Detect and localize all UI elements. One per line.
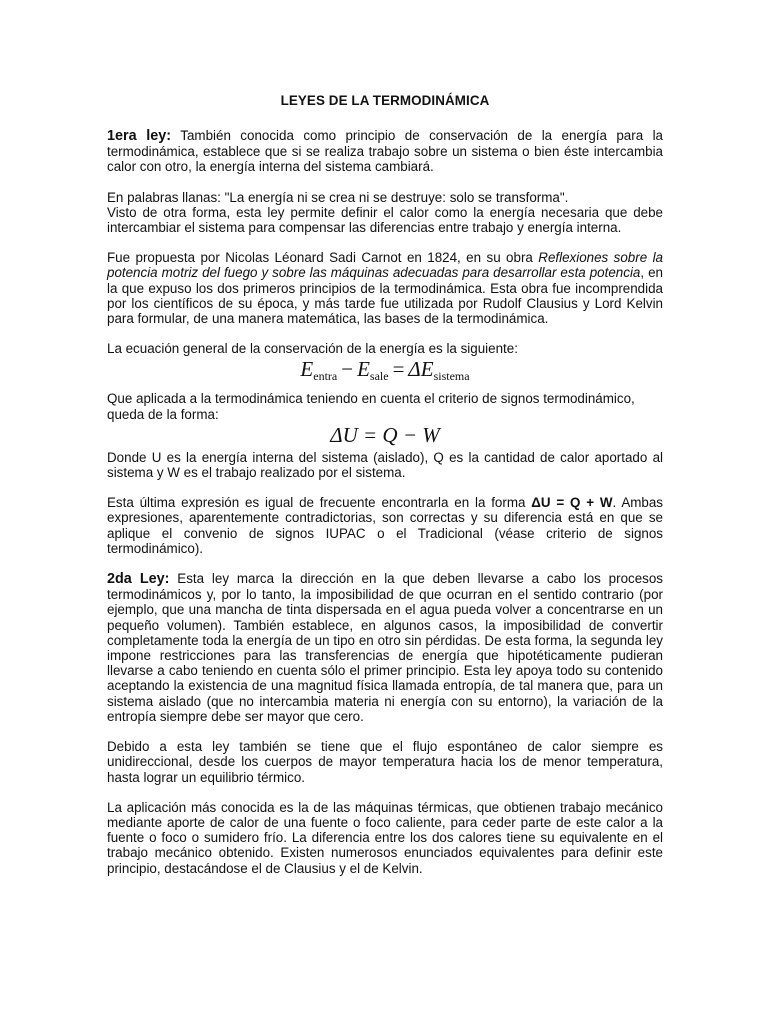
eq1-minus: − [341, 357, 354, 382]
carnot-text-1: Fue propuesta por Nicolas Léonard Sadi Carnot en 1824, en su obra [107, 250, 539, 266]
first-law-equation [107, 424, 663, 446]
paragraph-last-expression [107, 495, 663, 556]
eq1-equals: = [392, 357, 405, 382]
paragraph-first-law [107, 128, 663, 175]
second-law-label: 2da Ley: [107, 571, 170, 588]
paragraph-where-u: Donde U es la energía interna del sistema (aislado), Q es la cantidad de calor aportado al sistema y W es el trabajo realizado por el sistema. [107, 449, 663, 481]
carnot-text-2: , en la que expuso los dos primeros principios de la termodinámica. Esta obra fue incomprendida por los científicos de su época, y más tarde fue utilizada por Rudolf Clausius y Lord Kelvin para formular, de una manera matemática, las bases de la termodinámica. [107, 265, 663, 327]
paragraph-general-equation: La ecuación general de la conservación de la energía es la siguiente: [107, 341, 518, 357]
eq1-sub-sistema: sistema [433, 369, 470, 384]
last-expression-text-2: . Ambas expresiones, aparentemente contradictorias, son correctas y su diferencia está en que se aplique el convenio de signos IUPAC o el Tradicional (véase criterio de signos termodinámico). [107, 495, 663, 556]
eq1-term-e-sale: E [357, 357, 370, 382]
paragraph-heat-flow: Debido a esta ley también se tiene que el flujo espontáneo de calor siempre es unidireccional, desde los cuerpos de mayor temperatura hacia los de menor temperatura, hasta lograr un equilibrio térmico. [107, 739, 663, 785]
first-law-label: 1era ley: [107, 128, 172, 144]
last-expression-text-1: Esta última expresión es igual de frecuente encontrarla en la forma [107, 495, 532, 511]
carnot-work-title: Reflexiones sobre la potencia motriz del fuego y sobre las máquinas adecuadas para desarrollar esta potencia [107, 250, 664, 281]
eq1-sub-sale: sale [369, 369, 389, 384]
eq1-sub-entra: entra [313, 369, 338, 384]
alt-equation-bold: ΔU = Q + W [531, 495, 613, 511]
document-title: LEYES DE LA TERMODINÁMICA [280, 93, 490, 108]
paragraph-plain-words: En palabras llanas: "La energía ni se crea ni se destruye: solo se transforma". [107, 189, 569, 205]
eq2-text: ΔU = Q − W [330, 422, 440, 447]
paragraph-second-law [107, 571, 663, 724]
paragraph-heat-engines: La aplicación más conocida es la de las máquinas térmicas, que obtienen trabajo mecánico mediante aporte de calor de una fuente o foco caliente, para ceder parte de este calor a la fuente o foco o sumidero frío. La diferencia entre los dos calores tiene su equivalente en el trabajo mecánico obtenido. Existen numerosos enunciados equivalentes para definir este principio, destacándose el de Clausius y el de Kelvin. [107, 799, 663, 876]
paragraph-other-form: Visto de otra forma, esta ley permite definir el calor como la energía necesaria que debe intercambiar el sistema para compensar las diferencias entre trabajo y energía interna. [107, 204, 663, 236]
energy-conservation-equation [107, 358, 663, 387]
second-law-text: Esta ley marca la dirección en la que deben llevarse a cabo los procesos termodinámicos y, por lo tanto, la imposibilidad de que ocurran en el sentido contrario (por ejemplo, que una mancha de tinta dispersada en el agua pueda volver a concentrarse en un pequeño volumen). También establece, en algunos casos, la imposibilidad de convertir completamente toda la energía de un tipo en otro sin pérdidas. De esta forma, la segunda ley impone restricciones para las transferencias de energía que hipotéticamente pudieran llevarse a cabo teniendo en cuenta sólo el primer principio. Esta ley apoya todo su contenido aceptando la existencia de una magnitud física llamada entropía, de tal manera que, para un sistema aislado (que no intercambia materia ni energía con su entorno), la variación de la entropía siempre debe ser mayor que cero. [107, 571, 663, 724]
paragraph-applied: Que aplicada a la termodinámica teniendo en cuenta el criterio de signos termodinámico, queda de la forma: [107, 391, 635, 422]
paragraph-carnot [107, 250, 663, 326]
first-law-text: También conocida como principio de conservación de la energía para la termodinámica, establece que si se realiza trabajo sobre un sistema o bien éste intercambia calor con otro, la energía interna del sistema cambiará. [107, 128, 664, 175]
eq1-term-e-entra: E [300, 357, 314, 382]
eq1-term-delta-e: ΔE [408, 357, 434, 382]
